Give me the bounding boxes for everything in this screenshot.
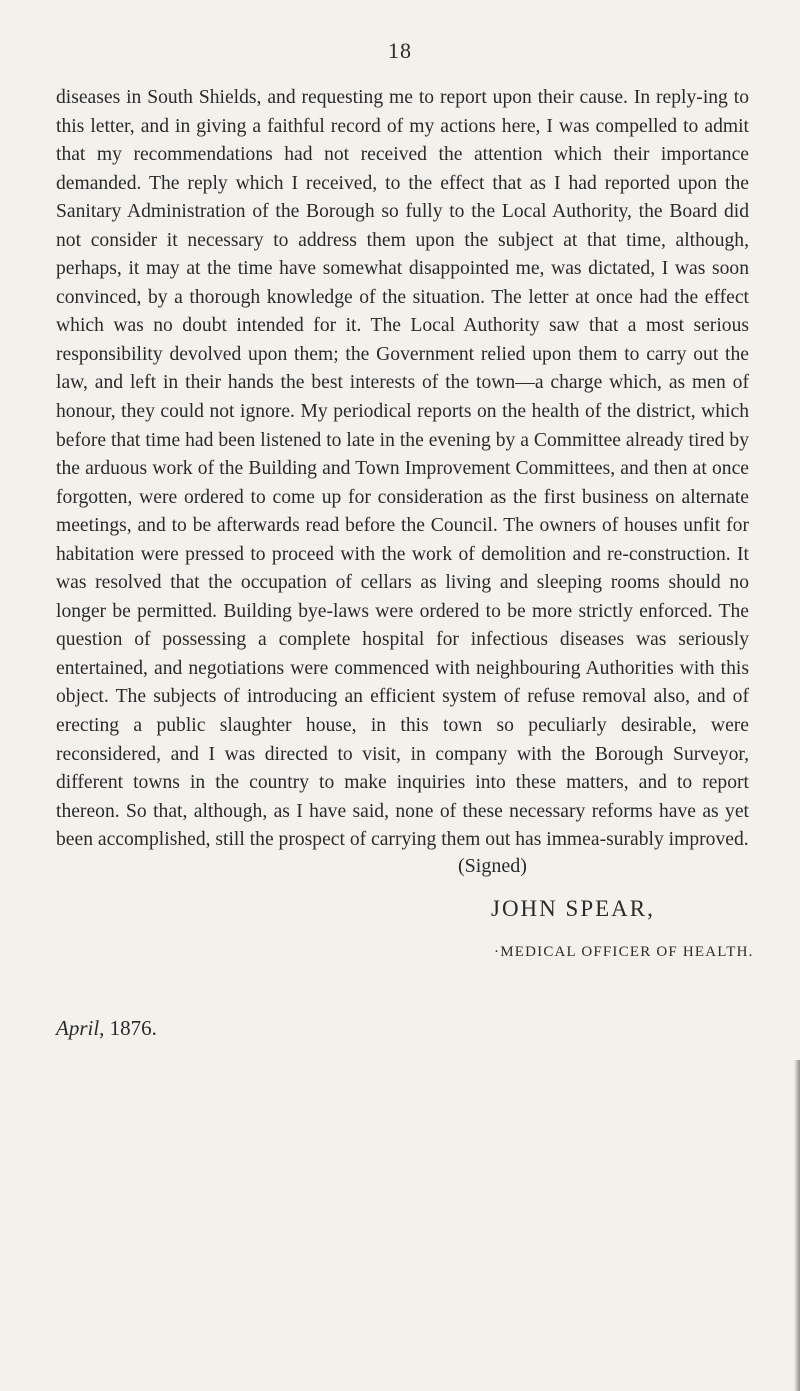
date-line: [56, 1016, 157, 1041]
signed-label: (Signed): [458, 855, 527, 877]
signatory-title: ·MEDICAL OFFICER OF HEALTH.: [494, 944, 754, 960]
signatory-name: JOHN SPEAR,: [491, 896, 655, 921]
body-paragraph: diseases in South Shields, and requesting me to report upon their cause. In reply-ing to this letter, and in giving a faithful record of my actions here, I was compelled to admit that my recommendations had not received the attention which their importance demanded. The reply which I received, to the effect that as I had reported upon the Sanitary Administration of the Borough so fully to the Local Authority, the Board did not consider it necessary to address them upon the subject at that time, although, perhaps, it may at the time have somewhat disappointed me, was dictated, I was soon convinced, by a thorough knowledge of the situation. The letter at once had the effect which was no doubt intended for it. The Local Authority saw that a most serious responsibility devolved upon them; the Government relied upon them to carry out the law, and left in their hands the best interests of the town—a charge which, as men of honour, they could not ignore. My periodical reports on the health of the district, which before that time had been listened to late in the evening by a Committee already tired by the arduous work of the Building and Town Improvement Committees, and then at once forgotten, were ordered to come up for consideration as the first business on alternate meetings, and to be afterwards read before the Council. The owners of houses unfit for habitation were pressed to proceed with the work of demolition and re-construction. It was resolved that the occupation of cellars as living and sleeping rooms should no longer be permitted. Building bye-laws were ordered to be more strictly enforced. The question of possessing a complete hospital for infectious diseases was seriously entertained, and negotiations were commenced with neighbouring Authorities with this object. The subjects of introducing an efficient system of refuse removal also, and of erecting a public slaughter house, in this town so peculiarly desirable, were reconsidered, and I was directed to visit, in company with the Borough Surveyor, different towns in the country to make inquiries into these matters, and to report thereon. So that, although, as I have said, none of these necessary reforms have as yet been accomplished, still the prospect of carrying them out has immea-surably improved.: [56, 87, 749, 851]
page-number: 18: [388, 38, 412, 63]
scan-edge-shadow: [794, 1060, 800, 1391]
date-year: 1876.: [109, 1016, 157, 1040]
date-month: April,: [56, 1016, 105, 1040]
